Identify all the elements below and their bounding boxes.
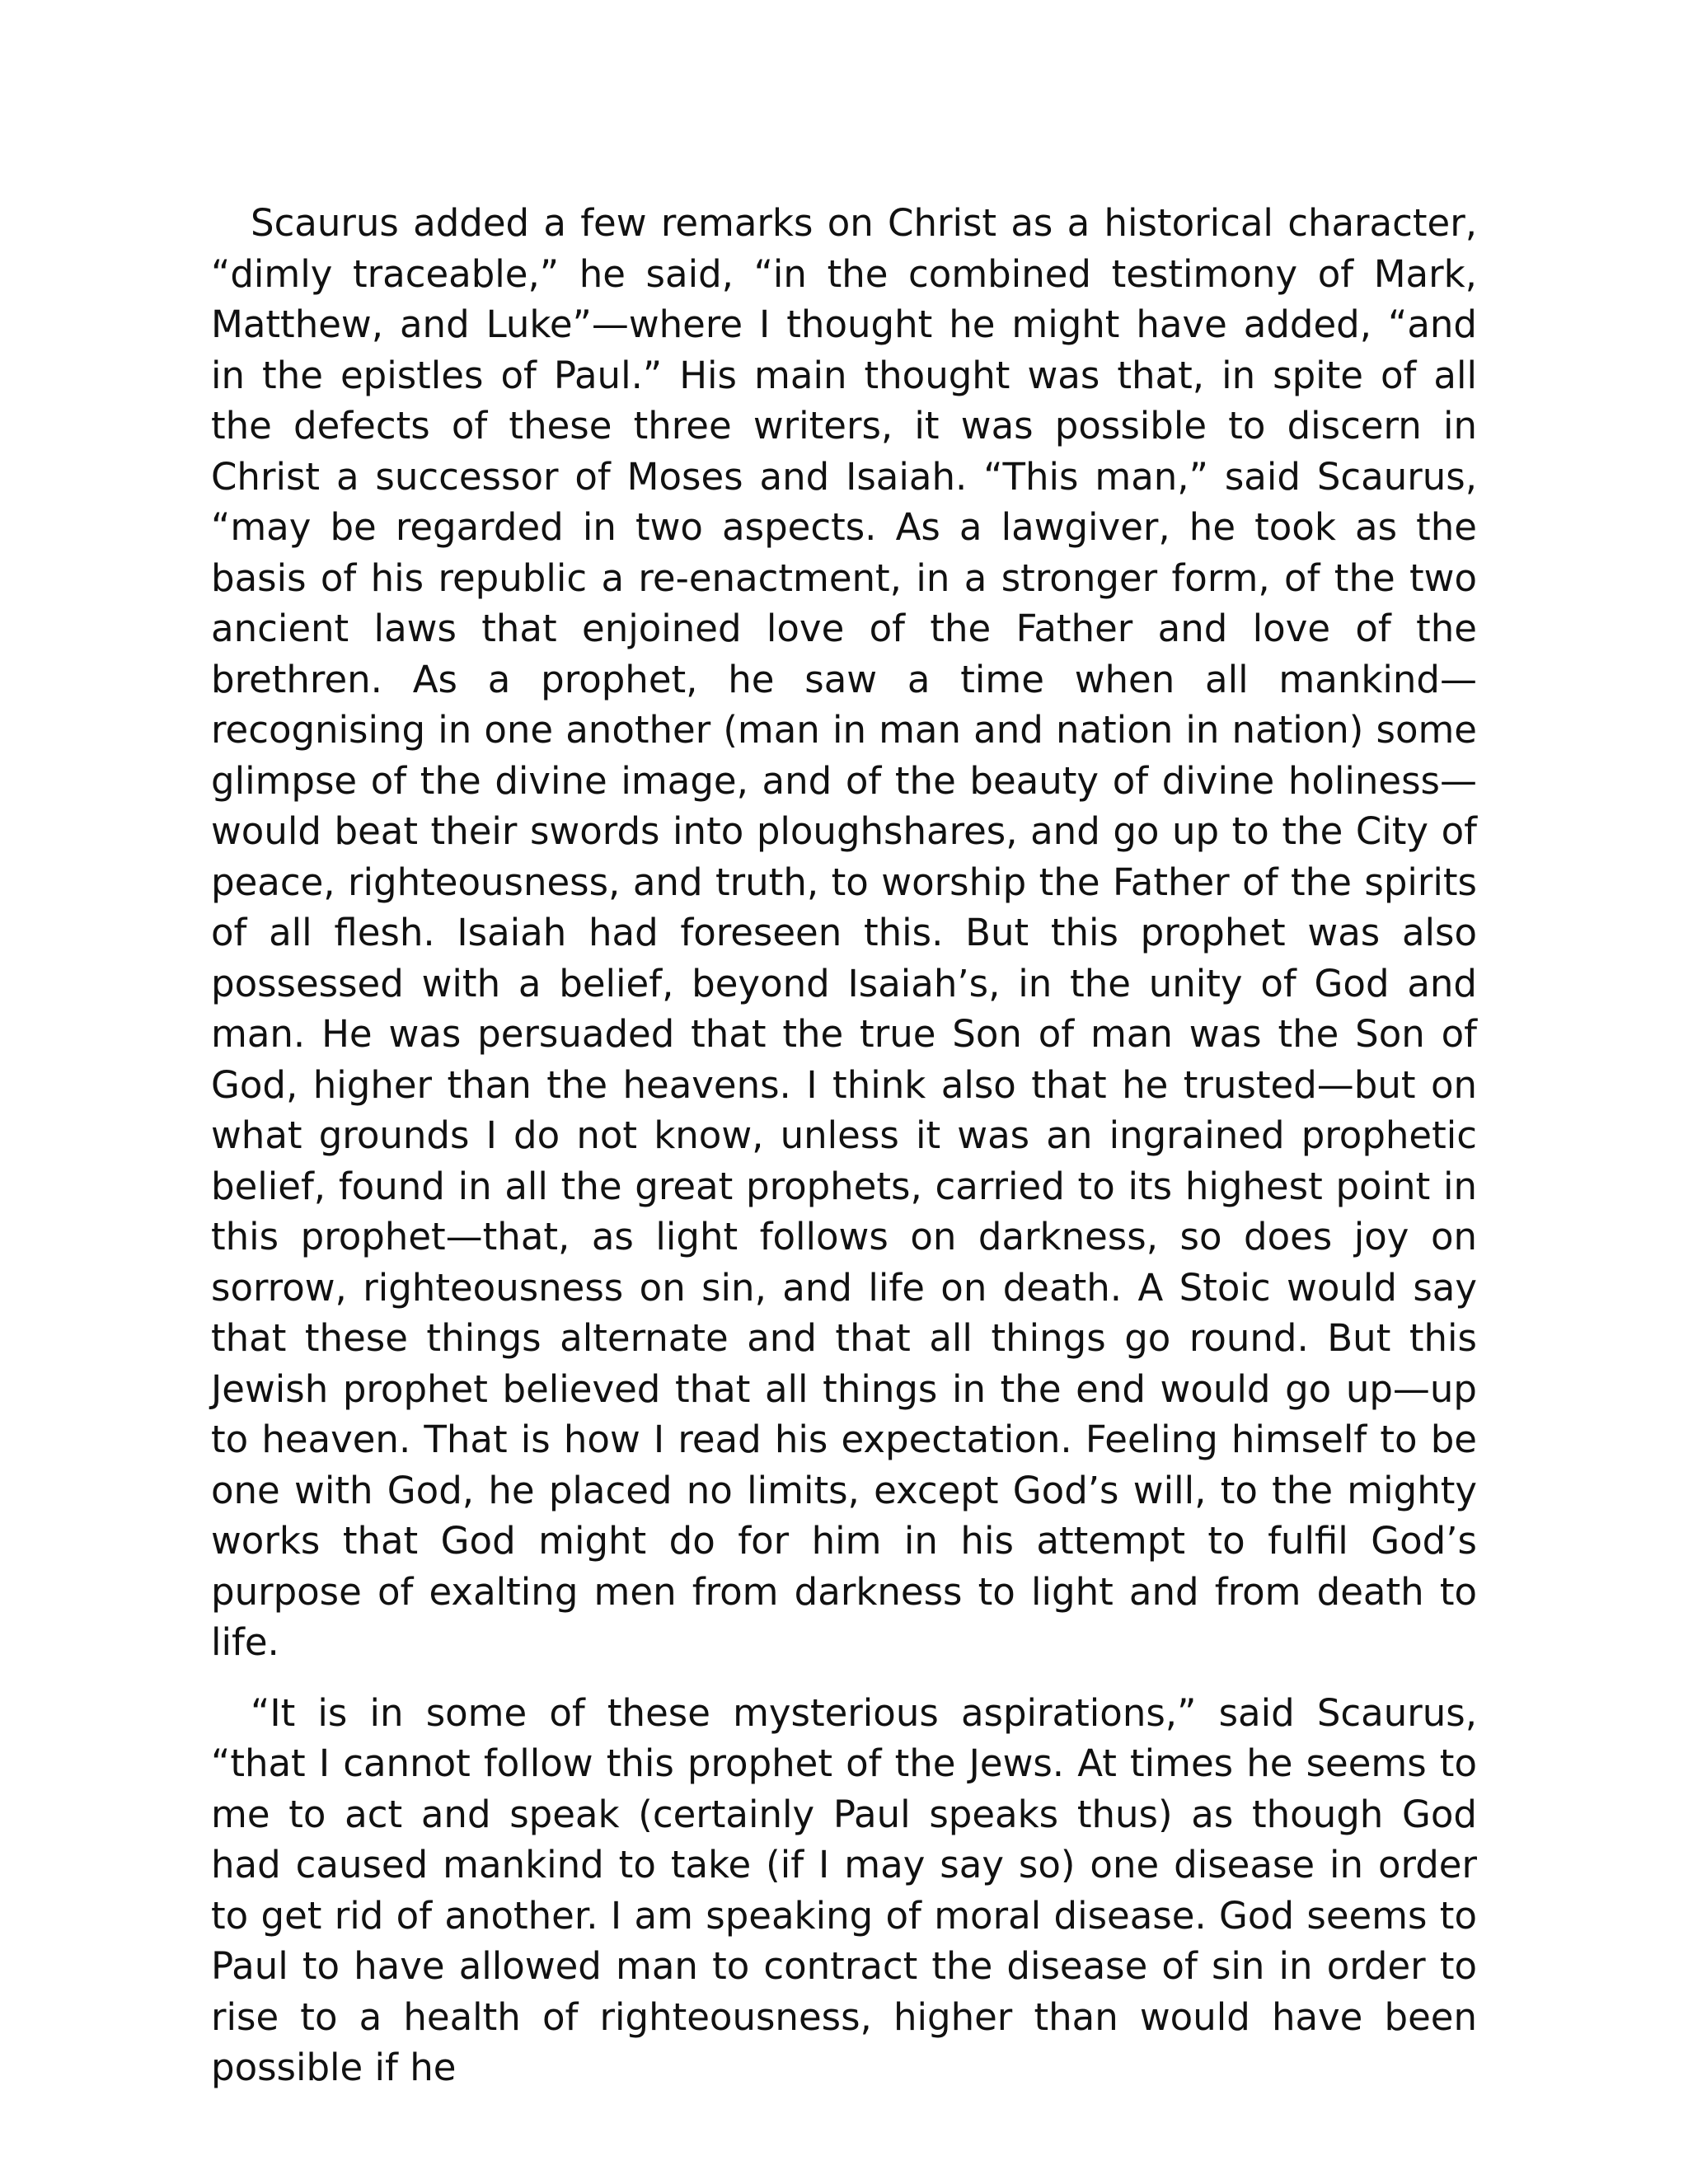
document-page [211, 198, 1477, 2093]
paragraph-scaurus-remarks: Scaurus added a few remarks on Christ as a historical character, “dimly traceable,” he said, “in the combined testimony of Mark, Matthew, and Luke”—where I thought he might have added, “and in the epistles of Paul.” His main thought was that, in spite of all the defects of these three writers, it was possible to discern in Christ a successor of Moses and Isaiah. “This man,” said Scaurus, “may be regarded in two aspects. As a lawgiver, he took as the basis of his republic a re-enactment, in a stronger form, of the two ancient laws that enjoined love of the Father and love of the brethren. As a prophet, he saw a time when all mankind—recognising in one another (man in man and nation in nation) some glimpse of the divine image, and of the beauty of divine holiness—would beat their swords into ploughshares, and go up to the City of peace, righteousness, and truth, to worship the Father of the spirits of all flesh. Isaiah had foreseen this. But this prophet was also possessed with a belief, beyond Isaiah’s, in the unity of God and man. He was persuaded that the true Son of man was the Son of God, higher than the heavens. I think also that he trusted—but on what grounds I do not know, unless it was an ingrained prophetic belief, found in all the great prophets, carried to its highest point in this prophet—that, as light follows on darkness, so does joy on sorrow, righteousness on sin, and life on death. A Stoic would say that these things alternate and that all things go round. But this Jewish prophet believed that all things in the end would go up—up to heaven. That is how I read his expectation. Feeling himself to be one with God, he placed no limits, except God’s will, to the mighty works that God might do for him in his attempt to fulfil God’s purpose of exalting men from darkness to light and from death to life. [211, 201, 1477, 1664]
paragraph-mysterious-aspirations: “It is in some of these mysterious aspirations,” said Scaurus, “that I cannot follow this prophet of the Jews. At times he seems to me to act and speak (certainly Paul speaks thus) as though God had caused mankind to take (if I may say so) one disease in order to get rid of another. I am speaking of moral disease. God seems to Paul to have allowed man to contract the disease of sin in order to rise to a health of righteousness, higher than would have been possible if he [211, 1690, 1477, 2089]
